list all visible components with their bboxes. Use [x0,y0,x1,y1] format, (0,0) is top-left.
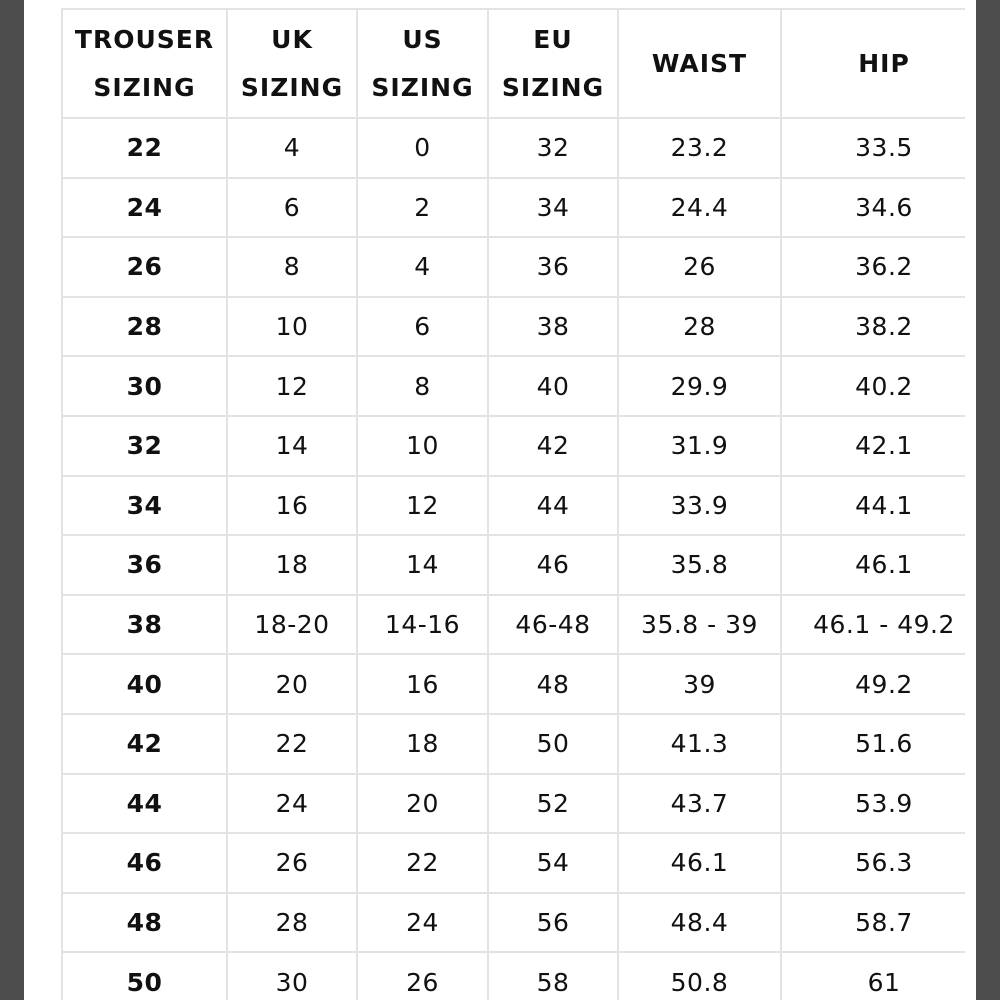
waist-cell: 29.9 [618,356,781,416]
hip-cell: 49.2 [781,654,965,714]
table-row [62,774,965,834]
waist-cell: 33.9 [618,476,781,536]
waist-cell: 35.8 [618,535,781,595]
header-text: SIZING [371,72,474,102]
eu-size-cell: 40 [488,356,618,416]
us-size-cell: 8 [357,356,488,416]
hip-cell: 42.1 [781,416,965,476]
header-text: SIZING [501,72,605,102]
trouser-size-cell: 34 [62,476,227,536]
uk-size-cell: 18 [227,535,357,595]
header-eu-sizing [488,9,618,118]
uk-size-cell: 22 [227,714,357,774]
waist-cell: 39 [618,654,781,714]
eu-size-cell: 54 [488,833,618,893]
hip-cell: 53.9 [781,774,965,834]
table-row [62,178,965,238]
eu-size-cell: 52 [488,774,618,834]
waist-cell: 31.9 [618,416,781,476]
trouser-size-cell: 22 [62,118,227,178]
trouser-size-cell: 38 [62,595,227,655]
eu-size-cell: 58 [488,952,618,1000]
waist-cell: 24.4 [618,178,781,238]
uk-size-cell: 4 [227,118,357,178]
eu-size-cell: 42 [488,416,618,476]
table-row [62,714,965,774]
uk-size-cell: 20 [227,654,357,714]
hip-cell: 61 [781,952,965,1000]
uk-size-cell: 14 [227,416,357,476]
us-size-cell: 12 [357,476,488,536]
us-size-cell: 24 [357,893,488,953]
trouser-size-cell: 28 [62,297,227,357]
hip-cell: 44.1 [781,476,965,536]
table-row [62,535,965,595]
waist-cell: 35.8 - 39 [618,595,781,655]
header-text: WAIST [651,48,748,78]
page-frame [24,0,976,1000]
table-row [62,416,965,476]
header-waist [618,9,781,118]
waist-cell: 41.3 [618,714,781,774]
table-row [62,237,965,297]
hip-cell: 34.6 [781,178,965,238]
eu-size-cell: 44 [488,476,618,536]
us-size-cell: 26 [357,952,488,1000]
waist-cell: 26 [618,237,781,297]
uk-size-cell: 8 [227,237,357,297]
header-text: SIZING [93,72,196,102]
uk-size-cell: 16 [227,476,357,536]
hip-cell: 33.5 [781,118,965,178]
table-row [62,297,965,357]
header-text: UK [271,24,313,54]
eu-size-cell: 36 [488,237,618,297]
trouser-size-cell: 36 [62,535,227,595]
trouser-size-cell: 48 [62,893,227,953]
us-size-cell: 6 [357,297,488,357]
hip-cell: 46.1 - 49.2 [781,595,965,655]
waist-cell: 50.8 [618,952,781,1000]
uk-size-cell: 26 [227,833,357,893]
eu-size-cell: 32 [488,118,618,178]
us-size-cell: 2 [357,178,488,238]
uk-size-cell: 6 [227,178,357,238]
trouser-size-cell: 24 [62,178,227,238]
size-chart-container [61,8,965,1000]
eu-size-cell: 56 [488,893,618,953]
trouser-size-cell: 32 [62,416,227,476]
trouser-size-cell: 30 [62,356,227,416]
hip-cell: 36.2 [781,237,965,297]
waist-cell: 46.1 [618,833,781,893]
hip-cell: 58.7 [781,893,965,953]
header-row [62,9,965,118]
hip-cell: 40.2 [781,356,965,416]
header-us-sizing [357,9,488,118]
table-row [62,893,965,953]
eu-size-cell: 48 [488,654,618,714]
eu-size-cell: 46 [488,535,618,595]
us-size-cell: 16 [357,654,488,714]
header-text: HIP [858,48,910,78]
hip-cell: 51.6 [781,714,965,774]
hip-cell: 38.2 [781,297,965,357]
header-uk-sizing [227,9,357,118]
eu-size-cell: 34 [488,178,618,238]
us-size-cell: 0 [357,118,488,178]
us-size-cell: 20 [357,774,488,834]
header-text: EU [533,24,573,54]
waist-cell: 43.7 [618,774,781,834]
waist-cell: 28 [618,297,781,357]
eu-size-cell: 46-48 [488,595,618,655]
uk-size-cell: 12 [227,356,357,416]
us-size-cell: 18 [357,714,488,774]
header-text: US [402,24,443,54]
us-size-cell: 10 [357,416,488,476]
table-row [62,595,965,655]
waist-cell: 48.4 [618,893,781,953]
uk-size-cell: 24 [227,774,357,834]
table-row [62,118,965,178]
uk-size-cell: 28 [227,893,357,953]
header-hip [781,9,965,118]
size-chart-body [62,118,965,1000]
table-row [62,833,965,893]
hip-cell: 56.3 [781,833,965,893]
size-chart-table [61,8,965,1000]
trouser-size-cell: 46 [62,833,227,893]
uk-size-cell: 30 [227,952,357,1000]
trouser-size-cell: 44 [62,774,227,834]
us-size-cell: 14 [357,535,488,595]
us-size-cell: 22 [357,833,488,893]
header-trouser-sizing [62,9,227,118]
eu-size-cell: 38 [488,297,618,357]
table-row [62,952,965,1000]
waist-cell: 23.2 [618,118,781,178]
trouser-size-cell: 50 [62,952,227,1000]
header-text: SIZING [240,72,344,102]
us-size-cell: 4 [357,237,488,297]
trouser-size-cell: 40 [62,654,227,714]
trouser-size-cell: 26 [62,237,227,297]
table-row [62,654,965,714]
header-text: TROUSER [74,24,215,54]
table-row [62,356,965,416]
eu-size-cell: 50 [488,714,618,774]
uk-size-cell: 10 [227,297,357,357]
hip-cell: 46.1 [781,535,965,595]
table-row [62,476,965,536]
trouser-size-cell: 42 [62,714,227,774]
us-size-cell: 14-16 [357,595,488,655]
uk-size-cell: 18-20 [227,595,357,655]
